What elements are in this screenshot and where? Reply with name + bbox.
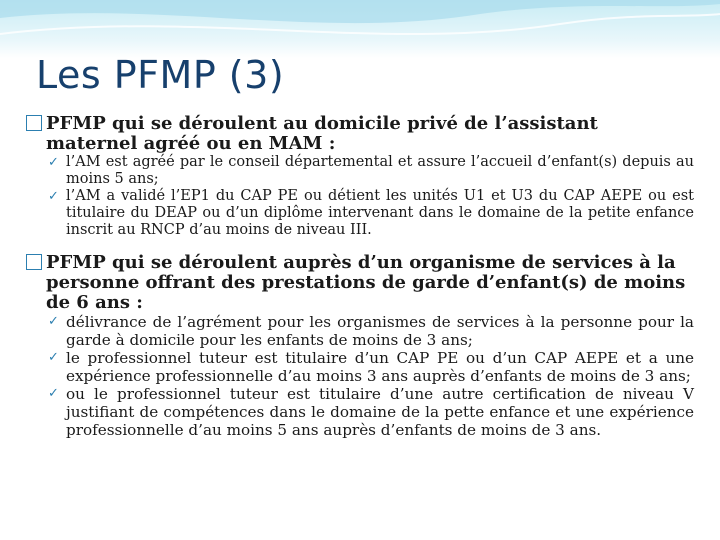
checkmark-icon: ✓ [48,314,59,329]
list-item [48,313,694,349]
requirement-list [26,154,694,239]
section-heading-text: PFMP qui se déroulent au domicile privé de l’assistant maternel agréé ou en MAM : [46,113,598,154]
list-item [48,154,694,188]
checkmark-icon: ✓ [48,155,59,170]
list-item [48,188,694,239]
list-item [48,349,694,385]
list-item-text: l’AM est agréé par le conseil départemental et assure l’accueil d’enfant(s) depuis au moins 5 ans; [66,154,694,187]
header-band [0,0,720,58]
section-domicile [26,114,694,239]
section-heading [26,114,694,154]
section-organisme [26,253,694,439]
section-heading [26,253,694,313]
requirement-list [26,313,694,439]
page-title: Les PFMP (3) [36,53,285,97]
decorative-wave [0,0,720,58]
square-bullet-icon [26,254,42,270]
list-item-text: l’AM a validé l’EP1 du CAP PE ou détient les unités U1 et U3 du CAP AEPE ou est titulaire du DEAP ou d’un diplôme intervenant dans le domaine de la petite enfance inscrit au RNCP d’au moins de niveau III. [66,188,694,238]
section-heading-text: PFMP qui se déroulent auprès d’un organisme de services à la personne offrant des prestations de garde d’enfant(s) de moins de 6 ans : [46,252,686,313]
list-item [48,385,694,439]
list-item-text: délivrance de l’agrément pour les organismes de services à la personne pour la garde à domicile pour les enfants de moins de 3 ans; [66,313,694,349]
list-item-text: ou le professionnel tuteur est titulaire d’une autre certification de niveau V justifiant de compétences dans le domaine de la pette enfance et une expérience professionnelle d’au moins 5 ans auprès d’enfants de moins de 3 ans. [66,385,694,439]
checkmark-icon: ✓ [48,350,59,365]
slide-content [26,114,694,449]
list-item-text: le professionnel tuteur est titulaire d’un CAP PE ou d’un CAP AEPE et a une expérience professionnelle d’au moins 3 ans auprès d’enfants de moins de 3 ans; [66,349,694,385]
square-bullet-icon [26,115,42,131]
checkmark-icon: ✓ [48,386,59,401]
checkmark-icon: ✓ [48,189,59,204]
